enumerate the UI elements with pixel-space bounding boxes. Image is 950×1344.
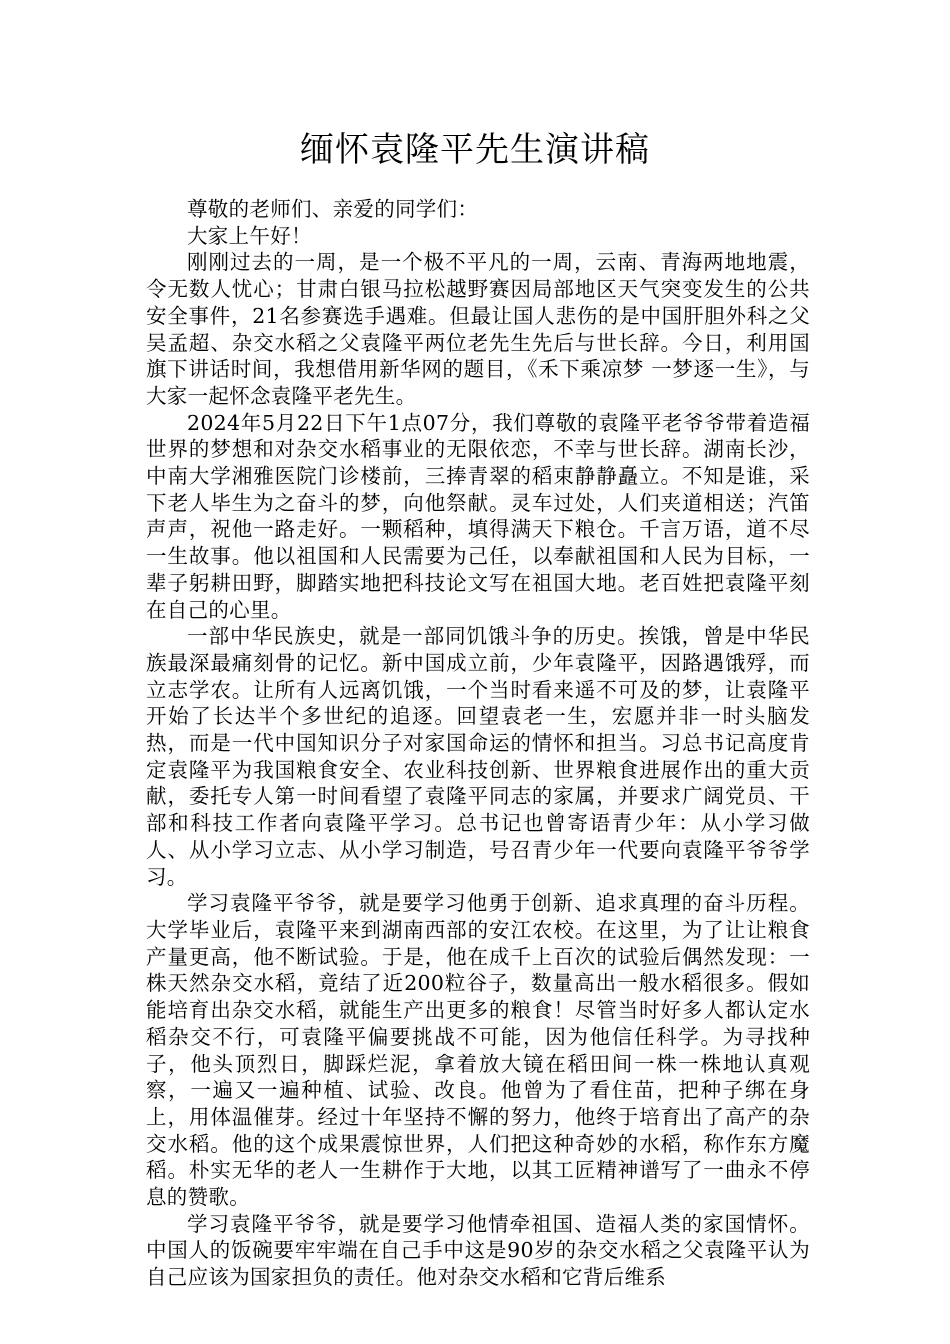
paragraph: 2024年5月22日下午1点07分，我们尊敬的袁隆平老爷爷带着造福世界的梦想和对杂交水稻事业的无限依恋，不幸与世长辞。湖南长沙，中南大学湘雅医院门诊楼前，三捧青翠的稻束静静矗立。不知是谁，采下老人毕生为之奋斗的梦，向他祭献。灵车过处，人们夹道相送；汽笛声声，祝他一路走好。一颗稻种，填得满天下粮仓。千言万语，道不尽一生故事。他以祖国和人民需要为己任，以奉献祖国和人民为目标，一辈子躬耕田野，脚踏实地把科技论文写在祖国大地。老百姓把袁隆平刻在自己的心里。 bbox=[146, 410, 810, 622]
paragraph: 学习袁隆平爷爷，就是要学习他勇于创新、追求真理的奋斗历程。大学毕业后，袁隆平来到湖南西部的安江农校。在这里，为了让让粮食产量更高，他不断试验。于是，他在成千上百次的试验后偶然发现：一株天然杂交水稻，竟结了近200粒谷子，数量高出一般水稻很多。假如能培育出杂交水稻，就能生产出更多的粮食！尽管当时好多人都认定水稻杂交不行，可袁隆平偏要挑战不可能，因为他信任科学。为寻找种子，他头顶烈日，脚踩烂泥，拿着放大镜在稻田间一株一株地认真观察，一遍又一遍种植、试验、改良。他曾为了看住苗，把种子绑在身上，用体温催芽。经过十年坚持不懈的努力，他终于培育出了高产的杂交水稻。他的这个成果震惊世界，人们把这种奇妙的水稻，称作东方魔稻。朴实无华的老人一生耕作于大地，以其工匠精神谱写了一曲永不停息的赞歌。 bbox=[146, 891, 810, 1210]
paragraph: 一部中华民族史，就是一部同饥饿斗争的历史。挨饿，曾是中华民族最深最痛刻骨的记忆。新中国成立前，少年袁隆平，因路遇饿殍，而立志学农。让所有人远离饥饿，一个当时看来遥不可及的梦，让袁隆平开始了长达半个多世纪的追逐。回望袁老一生，宏愿并非一时头脑发热，而是一代中国知识分子对家国命运的情怀和担当。习总书记高度肯定袁隆平为我国粮食安全、农业科技创新、世界粮食进展作出的重大贡献，委托专人第一时间看望了袁隆平同志的家属，并要求广阔党员、干部和科技工作者向袁隆平学习。总书记也曾寄语青少年：从小学习做人、从小学习立志、从小学习制造，号召青少年一代要向袁隆平爷爷学习。 bbox=[146, 624, 810, 889]
paragraph: 学习袁隆平爷爷，就是要学习他情牵祖国、造福人类的家国情怀。中国人的饭碗要牢牢端在自己手中这是90岁的杂交水稻之父袁隆平认为自己应该为国家担负的责任。他对杂交水稻和它背后维系 bbox=[146, 1211, 810, 1290]
document-body bbox=[146, 196, 810, 1291]
paragraph-salutation: 尊敬的老师们、亲爱的同学们： bbox=[187, 197, 479, 221]
paragraph: 刚刚过去的一周，是一个极不平凡的一周，云南、青海两地地震，令无数人忧心；甘肃白银马拉松越野赛因局部地区天气突变发生的公共安全事件，21名参赛选手遇难。但最让国人悲伤的是中国肝胆外科之父吴孟超、杂交水稻之父袁隆平两位老先生先后与世长辞。今日，利用国旗下讲话时间，我想借用新华网的题目，《禾下乘凉梦 一梦逐一生》，与大家一起怀念袁隆平老先生。 bbox=[146, 250, 810, 408]
paragraph-greeting: 大家上午好！ bbox=[187, 223, 312, 248]
document-title: 缅怀袁隆平先生演讲稿 bbox=[300, 130, 650, 170]
